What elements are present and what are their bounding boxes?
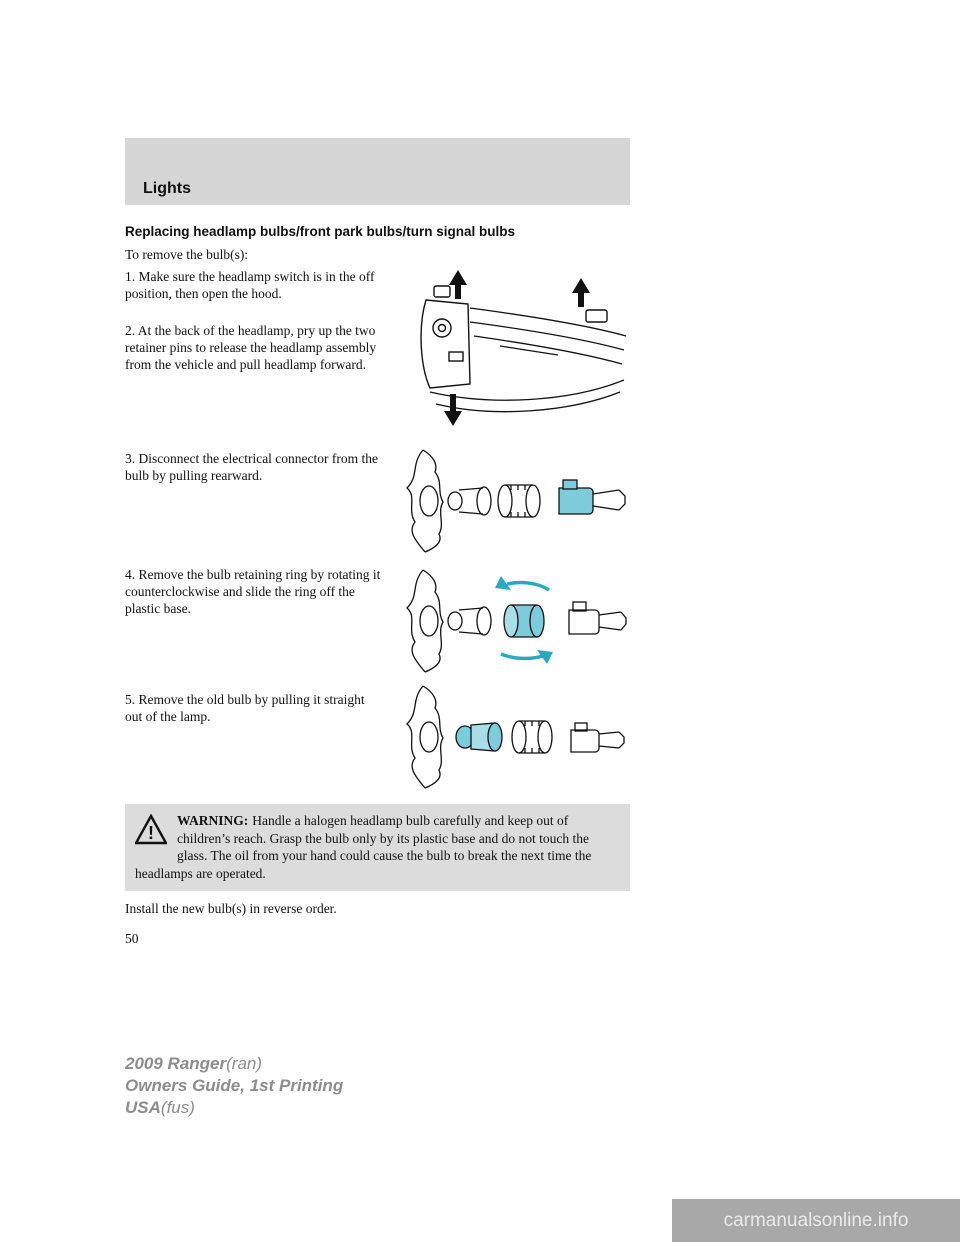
bulb	[448, 607, 491, 635]
step-2-text: 2. At the back of the headlamp, pry up the two retainer pins to release the headlamp assembly from the vehicle and pull headlamp forward.	[125, 323, 377, 372]
electrical-connector	[571, 723, 624, 752]
step-5-text: 5. Remove the old bulb by pulling it straight out of the lamp.	[125, 692, 365, 724]
watermark-banner: carmanualsonline.info	[672, 1199, 960, 1242]
headlamp-housing	[421, 300, 470, 388]
svg-text:!: !	[148, 823, 154, 843]
footer-region-suffix: (fus)	[160, 1098, 195, 1117]
retaining-ring-illustration	[393, 562, 630, 680]
electrical-connector	[569, 602, 626, 634]
bulb-removal-illustration	[393, 682, 630, 792]
page-number: 50	[125, 931, 139, 946]
electrical-connector-highlighted	[559, 480, 625, 514]
lamp-housing-edge	[407, 686, 443, 788]
retaining-ring	[512, 721, 552, 753]
lamp-housing-edge	[407, 570, 443, 672]
bulb-connector-illustration	[393, 446, 630, 556]
bulb-removal-drawing	[393, 682, 630, 792]
step-1-text: 1. Make sure the headlamp switch is in the off position, then open the hood.	[125, 269, 375, 301]
retaining-ring	[498, 485, 540, 517]
footer-model: 2009 Ranger	[125, 1054, 227, 1073]
closing-text: Install the new bulb(s) in reverse order.	[125, 901, 337, 916]
step-3-text: 3. Disconnect the electrical connector from the bulb by pulling rearward.	[125, 451, 379, 483]
headlamp-assembly-illustration	[390, 266, 630, 430]
section-header-bar	[125, 138, 630, 205]
bulb-connector-drawing	[393, 446, 630, 556]
headlamp-assembly-drawing	[390, 266, 630, 430]
footer-line-region	[125, 1097, 343, 1119]
retainer-pin-left	[434, 286, 450, 297]
bulb	[448, 487, 491, 515]
warning-box	[125, 804, 630, 891]
footer-guide-line: Owners Guide, 1st Printing	[125, 1076, 344, 1095]
warning-label: WARNING:	[177, 813, 249, 828]
fender-hood-lines	[470, 308, 626, 364]
article-heading: Replacing headlamp bulbs/front park bulbs/turn signal bulbs	[125, 224, 516, 239]
lamp-housing-edge	[407, 450, 443, 552]
pull-forward-down-arrow	[444, 394, 462, 426]
bulb-highlighted	[456, 723, 502, 751]
footer-region: USA	[125, 1098, 161, 1117]
retaining-ring-drawing	[393, 562, 630, 680]
footer-line-model	[125, 1053, 343, 1075]
section-title: Lights	[143, 180, 191, 197]
retainer-pin-right	[586, 310, 607, 322]
footer-model-suffix: (ran)	[226, 1054, 263, 1073]
retainer-pin-up-arrow-right	[572, 278, 590, 307]
retainer-pin-up-arrow-left	[449, 270, 467, 299]
retaining-ring-highlighted	[504, 605, 544, 637]
step-4-text: 4. Remove the bulb retaining ring by rotating it counterclockwise and slide the ring off the plastic base.	[125, 567, 381, 616]
footer-imprint	[125, 1053, 343, 1119]
intro-text: To remove the bulb(s):	[125, 247, 249, 262]
warning-text: Handle a halogen headlamp bulb carefully and keep out of children’s reach. Grasp the bulb only by its plastic base and do not touch the glass. The oil from your hand could cause the bulb to break the next time the headlamps are operated.	[135, 813, 592, 881]
warning-triangle-icon	[135, 814, 167, 846]
